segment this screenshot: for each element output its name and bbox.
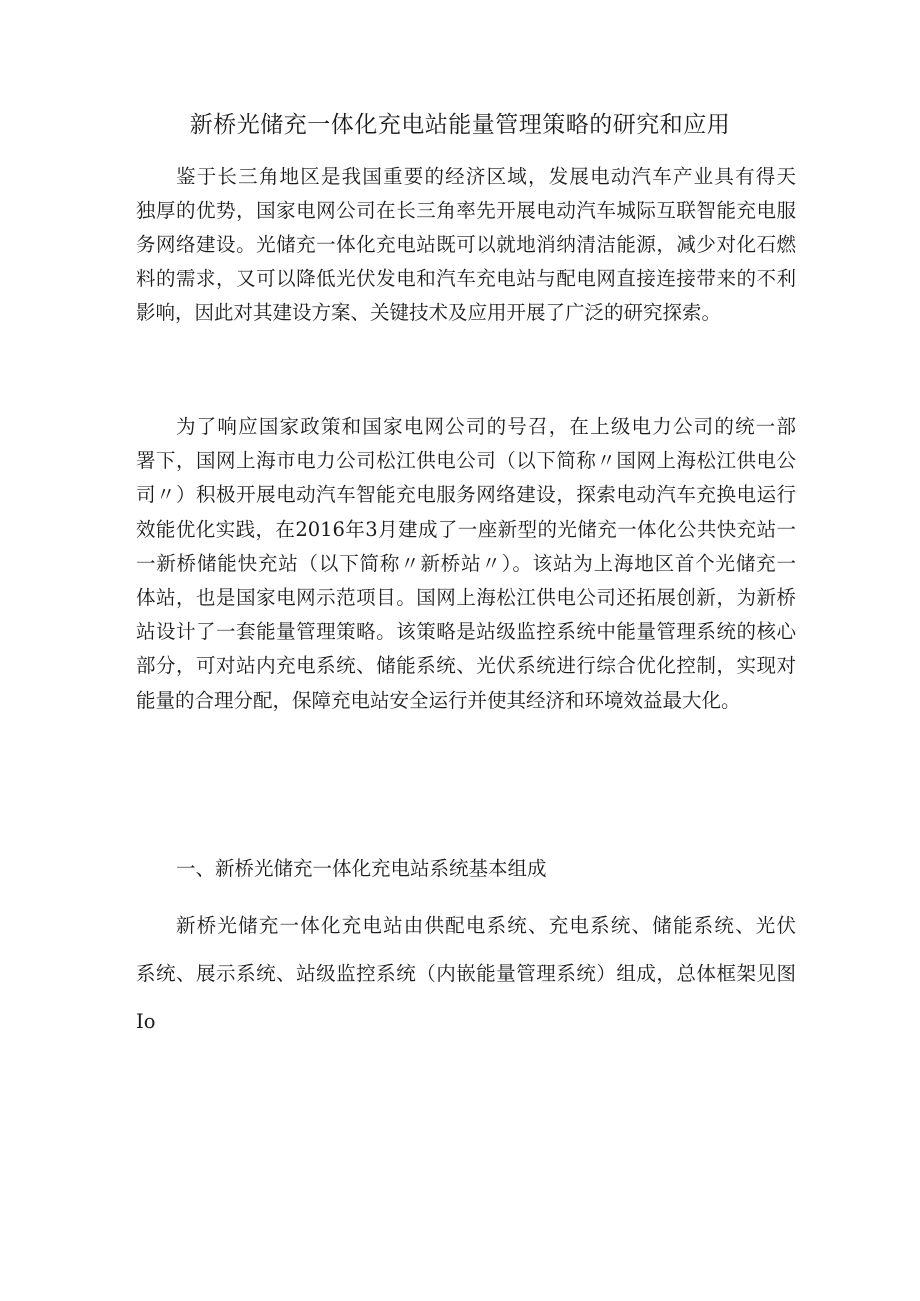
- paragraph-line: 系统、展示系统、站级监控系统（内嵌能量管理系统）组成，总体框架见图: [136, 962, 796, 985]
- paragraph-3: [136, 909, 796, 1053]
- paragraph-line: 体站，也是国家电网示范项目。国网上海松江供电公司还拓展创新，为新桥: [136, 585, 796, 609]
- paragraph-line: 司〃）积极开展电动汽车智能充电服务网络建设，探索电动汽车充换电运行: [136, 483, 796, 507]
- paragraph-line: 能量的合理分配，保障充电站安全运行并使其经济和环境效益最大化。: [136, 688, 741, 712]
- paragraph-line: 料的需求，又可以降低光伏发电和汽车充电站与配电网直接连接带来的不利: [136, 267, 796, 290]
- paragraph-line: 一新桥储能快充站（以下简称〃新桥站〃）。该站为上海地区首个光储充一: [136, 551, 796, 575]
- paragraph-line: 为了响应国家政策和国家电网公司的号召，在上级电力公司的统一部: [176, 415, 796, 438]
- paragraph-line: 影响，因此对其建设方案、关键技术及应用开展了广泛的研究探索。: [136, 301, 722, 324]
- paragraph-line: 独厚的优势，国家电网公司在长三角率先开展电动汽车城际互联智能充电服: [136, 199, 796, 222]
- section-heading-1: [136, 854, 796, 884]
- paragraph-line: 署下，国网上海市电力公司松江供电公司（以下简称〃国网上海松江供电公: [136, 449, 796, 473]
- paragraph-line: 务网络建设。光储充一体化充电站既可以就地消纳清洁能源，减少对化石燃: [136, 233, 796, 256]
- paragraph-line: Io: [136, 1010, 156, 1033]
- paragraph-2: [136, 410, 796, 718]
- paragraph-line: 站设计了一套能量管理策略。该策略是站级监控系统中能量管理系统的核心: [136, 620, 796, 644]
- paragraph-1: [136, 160, 796, 330]
- paragraph-line: 新桥光储充一体化充电站由供配电系统、充电系统、储能系统、光伏: [176, 914, 796, 937]
- section-heading-text: 一、新桥光储充一体化充电站系统基本组成: [176, 857, 547, 880]
- document-title: 新桥光储充一体化充电站能量管理策略的研究和应用: [189, 112, 731, 138]
- paragraph-line: 效能优化实践，在2016年3月建成了一座新型的光储充一体化公共快充站一: [136, 517, 796, 541]
- paragraph-line: 鉴于长三角地区是我国重要的经济区域，发展电动汽车产业具有得天: [176, 165, 796, 188]
- paragraph-line: 部分，可对站内充电系统、储能系统、光伏系统进行综合优化控制，实现对: [136, 654, 796, 678]
